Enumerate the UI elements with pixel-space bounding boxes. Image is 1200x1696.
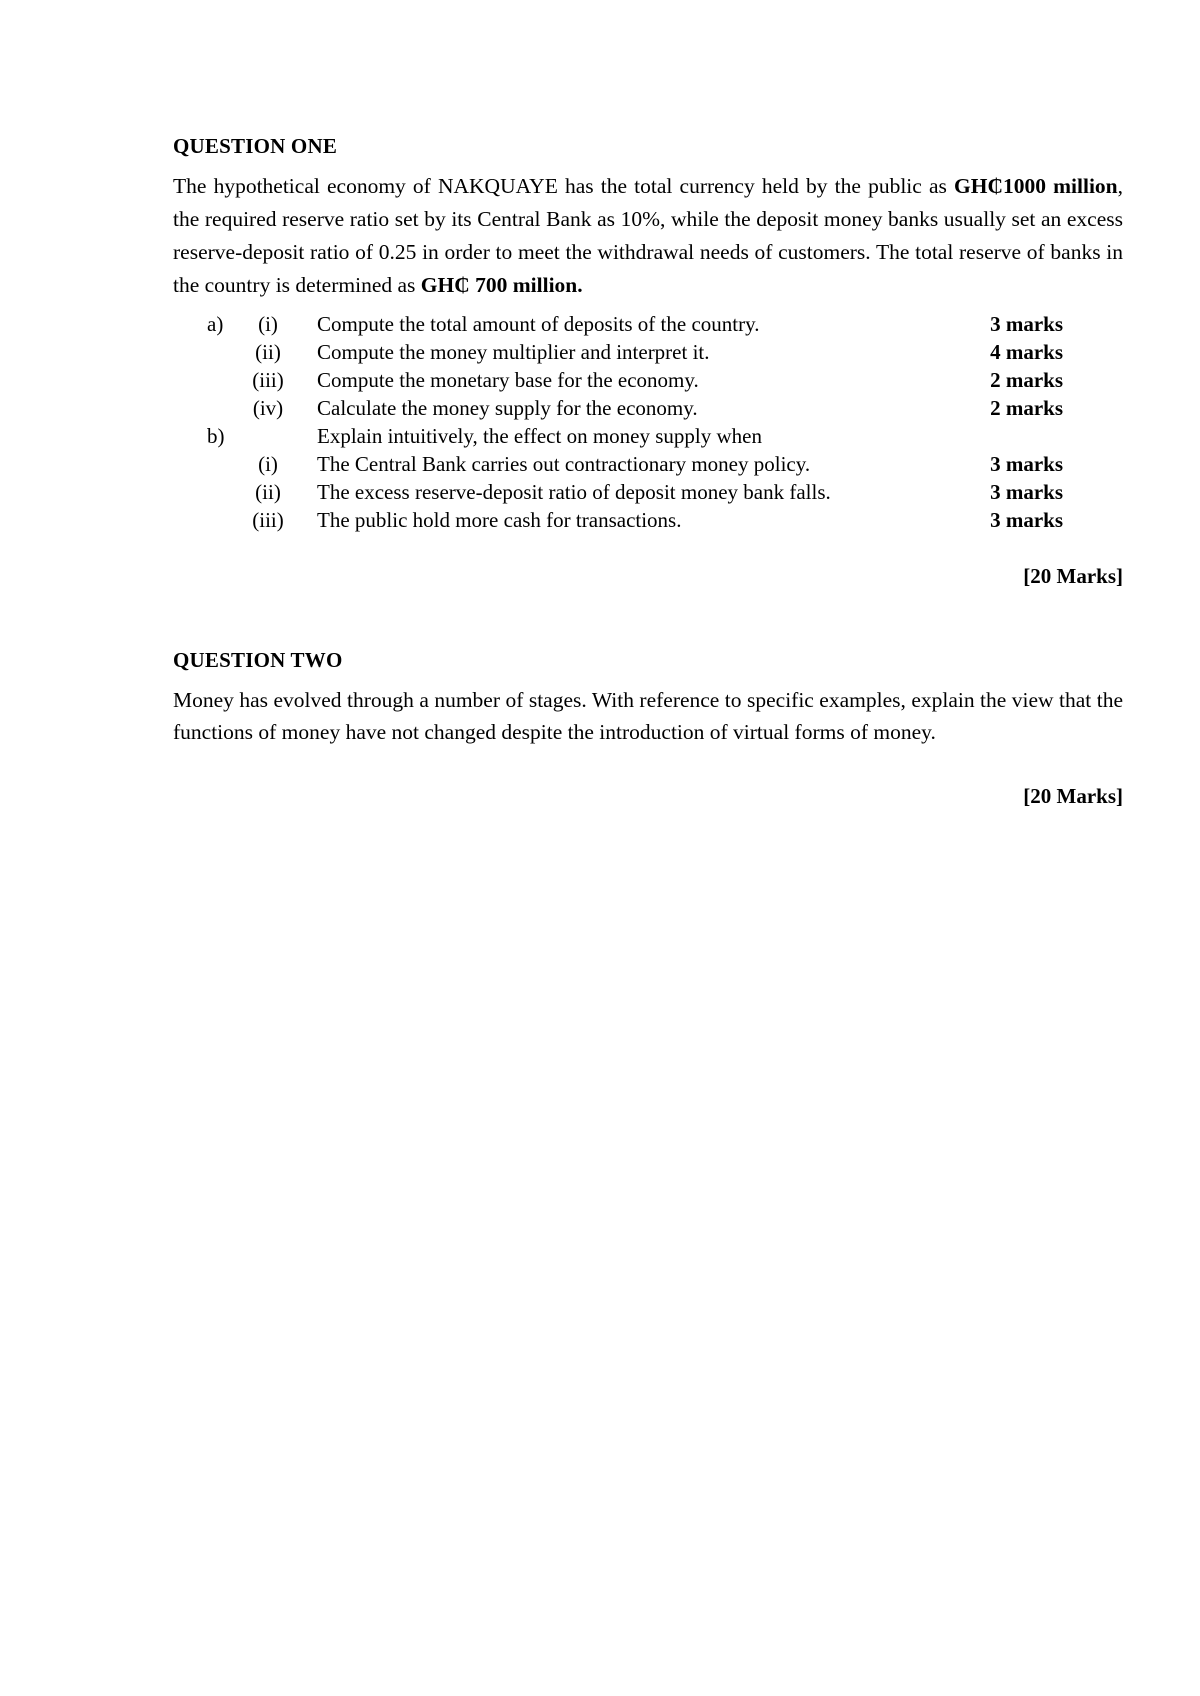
item-numeral: (iv) <box>252 396 284 420</box>
part-b-letter: b) <box>207 424 225 448</box>
item-text: The excess reserve-deposit ratio of deposit money bank falls. <box>317 480 831 504</box>
reserve-amount: GH₵ 700 million. <box>420 273 583 297</box>
part-a-letter: a) <box>207 312 224 336</box>
part-b-stem-text: Explain intuitively, the effect on money supply when <box>317 424 762 448</box>
item-numeral: (ii) <box>255 340 281 364</box>
part-a-item-1 <box>173 309 1125 339</box>
part-b-item-1 <box>173 449 1125 479</box>
intro-text-2: , the required reserve ratio set by its Central Bank as 10%, while the deposit money banks usually set an excess reserve-deposit ratio of 0.25 in order to meet the withdrawal needs of customers. The total reserve of banks in the country is determined as <box>173 174 1123 297</box>
item-marks: 2 marks <box>990 396 1063 420</box>
part-a-item-2 <box>173 337 1125 367</box>
item-text: Compute the money multiplier and interpret it. <box>317 340 710 364</box>
part-b-item-3 <box>173 505 1125 535</box>
item-marks: 4 marks <box>990 340 1063 364</box>
item-text: The Central Bank carries out contractionary money policy. <box>317 452 811 476</box>
item-numeral: (iii) <box>252 508 284 532</box>
question-two-total-marks: [20 Marks] <box>1023 784 1123 808</box>
item-marks: 3 marks <box>990 312 1063 336</box>
question-two-heading: QUESTION TWO <box>173 648 343 672</box>
part-a-item-4 <box>173 393 1125 423</box>
item-marks: 2 marks <box>990 368 1063 392</box>
currency-amount: GH₵1000 million <box>954 174 1118 198</box>
item-text: Compute the total amount of deposits of the country. <box>317 312 760 336</box>
item-numeral: (ii) <box>255 480 281 504</box>
part-b-item-2 <box>173 477 1125 507</box>
exam-page <box>173 0 1125 1696</box>
item-numeral: (i) <box>258 452 278 476</box>
item-marks: 3 marks <box>990 480 1063 504</box>
question-one-heading: QUESTION ONE <box>173 134 338 158</box>
item-marks: 3 marks <box>990 452 1063 476</box>
item-numeral: (iii) <box>252 368 284 392</box>
item-text: The public hold more cash for transactions. <box>317 508 682 532</box>
item-text: Calculate the money supply for the economy. <box>317 396 698 420</box>
part-b-stem <box>173 421 1125 451</box>
item-text: Compute the monetary base for the economy. <box>317 368 699 392</box>
part-a-item-3 <box>173 365 1125 395</box>
item-numeral: (i) <box>258 312 278 336</box>
item-marks: 3 marks <box>990 508 1063 532</box>
question-one-intro <box>173 170 1123 302</box>
intro-text-1: The hypothetical economy of NAKQUAYE has the total currency held by the public as <box>173 174 954 198</box>
question-one-total-marks: [20 Marks] <box>1023 564 1123 588</box>
question-two-body: Money has evolved through a number of stages. With reference to specific examples, explain the view that the functions of money have not changed despite the introduction of virtual forms of money. <box>173 688 1123 744</box>
